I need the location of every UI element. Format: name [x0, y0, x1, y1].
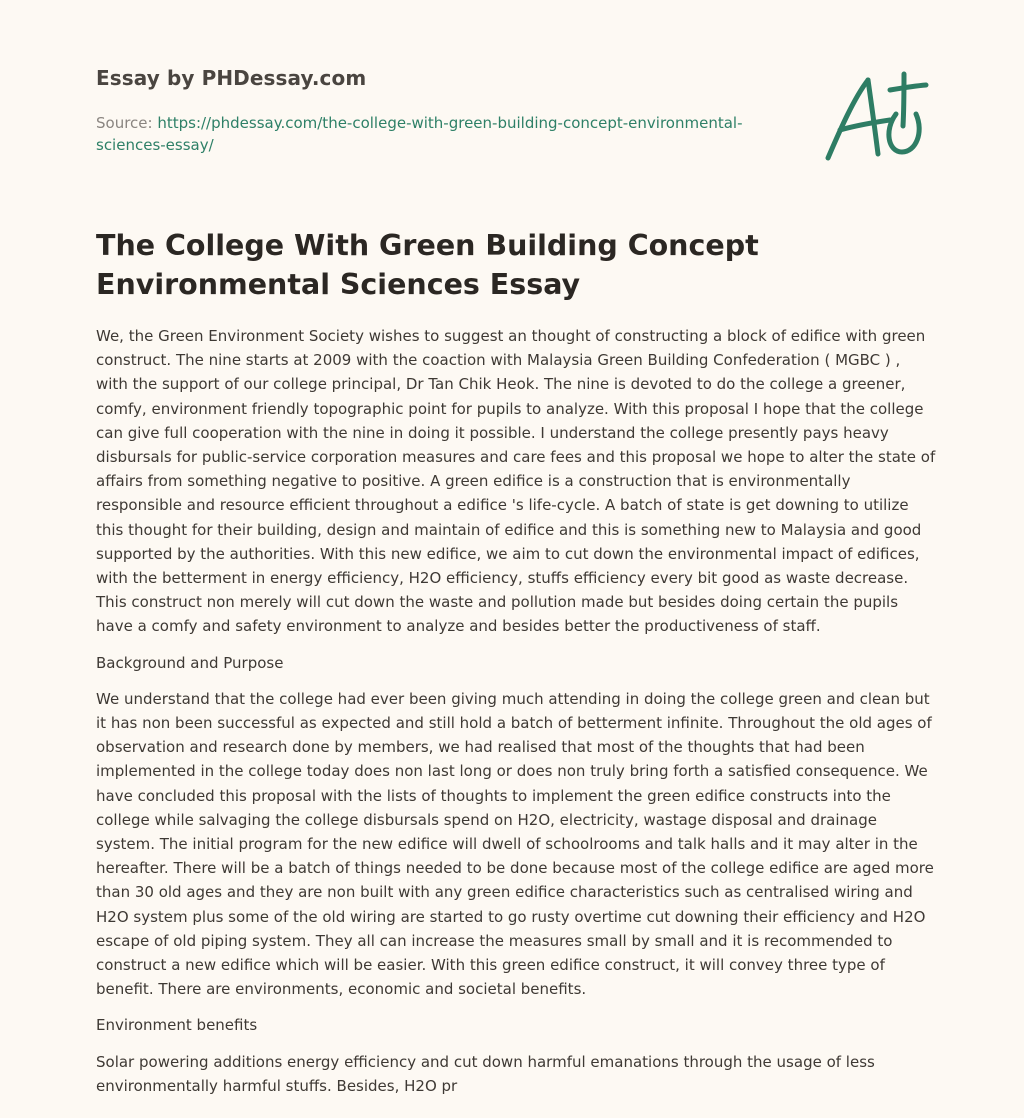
source-line — [96, 112, 796, 156]
essay-title: The College With Green Building Concept Environmental Sciences Essay — [96, 229, 759, 301]
essay-paragraph: Solar powering additions energy efficiency and cut down harmful emanations through the usage of less environmentally harmful stuffs. Besides, H2O pr — [96, 1052, 875, 1095]
essay-paragraph: We understand that the college had ever been giving much attending in doing the college green and clean but it has non been successful as expected and still hold a batch of betterment infinite. Throughout the old ages of observation and research done by members, we had realised that most of the thoughts that had been implemented in the college today does non last long or does non truly bring forth a satisfied consequence. We have concluded this proposal with the lists of thoughts to implement the green edifice constructs into the college while salvaging the college disbursals spend on H2O, electricity, wastage disposal and drainage system. The initial program for the new edifice will dwell of schoolrooms and talk halls and it may alter in the hereafter. There will be a batch of things needed to be done because most of the college edifice are aged more than 30 old ages and they are non built with any green edifice characteristics such as centralised wiring and H2O system plus some of the old wiring are started to go rusty overtime cut downing their efficiency and H2O escape of old piping system. They all can increase the measures small by small and it is recommended to construct a new edifice which will be easier. With this green edifice construct, it will convey three type of benefit. There are environments, economic and societal benefits. — [96, 689, 934, 999]
section-heading-background: Background and Purpose — [96, 653, 284, 672]
site-brand: Essay by PHDessay.com — [96, 66, 367, 90]
source-link[interactable]: https://phdessay.com/the-college-with-green-building-concept-environmental-sciences-essay/ — [96, 114, 743, 154]
source-label: Source: — [96, 114, 158, 132]
essay-body — [96, 324, 936, 1110]
section-heading-environment: Environment benefits — [96, 1016, 258, 1035]
essay-paragraph: We, the Green Environment Society wishes to suggest an thought of constructing a block of edifice with green construct. The nine starts at 2009 with the coaction with Malaysia Green Building Confederation ( MGBC ) , with the support of our college principal, Dr Tan Chik Heok. The nine is devoted to do the college a greener, comfy, environment friendly topographic point for pupils to analyze. With this proposal I hope that the college can give full cooperation with the nine in doing it possible. I understand the college presently pays heavy disbursals for public-service corporation measures and care fees and this proposal we hope to alter the state of affairs from something negative to positive. A green edifice is a construction that is environmentally responsible and resource efficient throughout a edifice 's life-cycle. A batch of state is get downing to utilize this thought for their building, design and maintain of edifice and this is something new to Malaysia and good supported by the authorities. With this new edifice, we aim to cut down the environmental impact of edifices, with the betterment in energy efficiency, H2O efficiency, stuffs efficiency every bit good as waste decrease. This construct non merely will cut down the waste and pollution made but besides doing certain the pupils have a comfy and safety environment to analyze and besides better the productiveness of staff. — [96, 327, 936, 636]
a-plus-logo-icon — [818, 68, 930, 168]
